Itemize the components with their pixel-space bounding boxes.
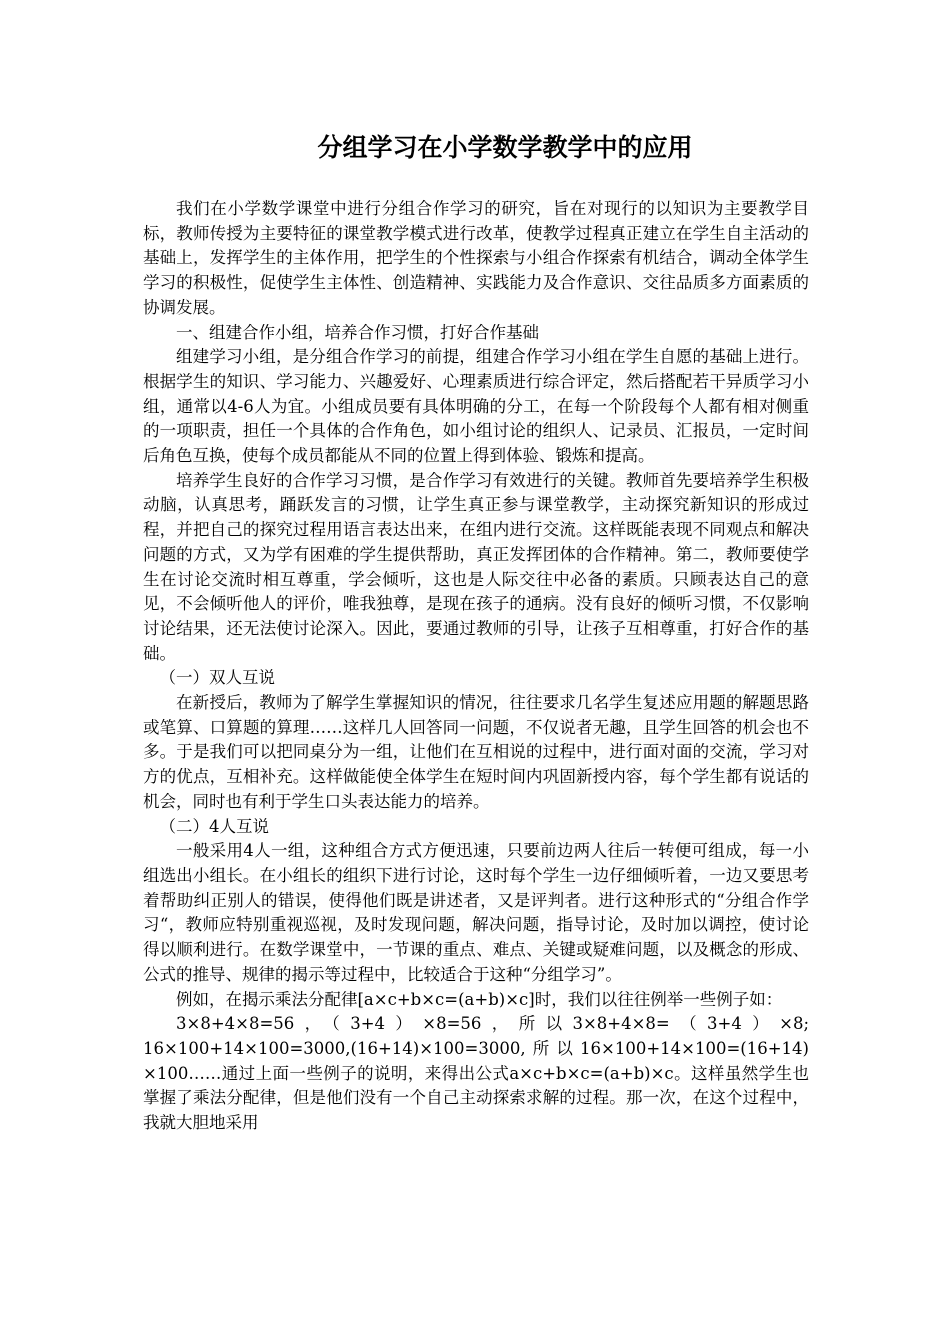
paragraph-example-math: 3×8+4×8=56，（3+4）×8=56，所以3×8+4×8=（3+4）×8; 16×100+14×100=3000,(16+14)×100=3000,所以16×100+14×100=(16+14) ×100……通过上面一些例子的说明，来得出公式a×c+b×c=(a+b)×c。这样虽然学生也掌握了乘法分配律，但是他们没有一个自己主动探索求解的过程。那一次，在这个过程中，我就大胆地采用 [143, 1014, 809, 1133]
paragraph-intro: 我们在小学数学课堂中进行分组合作学习的研究，旨在对现行的以知识为主要教学目标，教师传授为主要特征的课堂教学模式进行改革，使教学过程真正建立在学生自主活动的基础上，发挥学生的主体作用，把学生的个性探索与小组合作探索有机结合，调动全体学生学习的积极性，促使学生主体性、创造精神、实践能力及合作意识、交往品质多方面素质的协调发展。 [143, 199, 809, 317]
paragraph-example-intro: 例如，在揭示乘法分配律[a×c+b×c=(a+b)×c]时，我们以往往例举一些例子如： [176, 989, 783, 1009]
document-body [143, 197, 809, 1136]
paragraph-pair-talk: 在新授后，教师为了解学生掌握知识的情况，往往要求几名学生复述应用题的解题思路或笔算、口算题的算理……这样几人回答同一问题，不仅说者无趣，且学生回答的机会也不多。于是我们可以把同桌分为一组，让他们在互相说的过程中，进行面对面的交流，学习对方的优点，互相补充。这样做能使全体学生在短时间内巩固新授内容，每个学生都有说话的机会，同时也有利于学生口头表达能力的培养。 [143, 693, 809, 811]
paragraph-four-talk: 一般采用4人一组，这种组合方式方便迅速，只要前边两人往后一转便可组成，每一小组选出小组长。在小组长的组织下进行讨论，这时每个学生一边仔细倾听着，一边又要思考着帮助纠正别人的错误，使得他们既是讲述者，又是评判者。进行这种形式的“分组合作学习“，教师应特别重视巡视，及时发现问题，解决问题，指导讨论，及时加以调控，使讨论得以顺利进行。在数学课堂中，一节课的重点、难点、关键或疑难问题，以及概念的形成、公式的推导、规律的揭示等过程中，比较适合于这种“分组学习”。 [143, 841, 809, 984]
paragraph-habits: 培养学生良好的合作学习习惯，是合作学习有效进行的关键。教师首先要培养学生积极动脑，认真思考，踊跃发言的习惯，让学生真正参与课堂教学，主动探究新知识的形成过程，并把自己的探究过程用语言表达出来，在组内进行交流。这样既能表现不同观点和解决问题的方式，又为学有困难的学生提供帮助，真正发挥团体的合作精神。第二，教师要使学生在讨论交流时相互尊重，学会倾听，这也是人际交往中必备的素质。只顾表达自己的意见，不会倾听他人的评价，唯我独尊，是现在孩子的通病。没有良好的倾听习惯，不仅影响讨论结果，还无法使讨论深入。因此，要通过教师的引导，让孩子互相尊重，打好合作的基础。 [143, 470, 809, 663]
paragraph-group-building: 组建学习小组，是分组合作学习的前提，组建合作学习小组在学生自愿的基础上进行。根据学生的知识、学习能力、兴趣爱好、心理素质进行综合评定，然后搭配若干异质学习小组，通常以4-6人为宜。小组成员要有具体明确的分工，在每一个阶段每个人都有相对侧重的一项职责，担任一个具体的合作角色，如小组讨论的组织人、记录员、汇报员，一定时间后角色互换，使每个成员都能从不同的位置上得到体验、锻炼和提高。 [143, 347, 809, 466]
document-title: 分组学习在小学数学教学中的应用 [317, 133, 693, 162]
subsection-heading-pair: （一）双人互说 [159, 668, 275, 688]
subsection-heading-four: （二）4人互说 [159, 816, 269, 836]
section-heading-1: 一、组建合作小组，培养合作习惯，打好合作基础 [176, 322, 539, 342]
